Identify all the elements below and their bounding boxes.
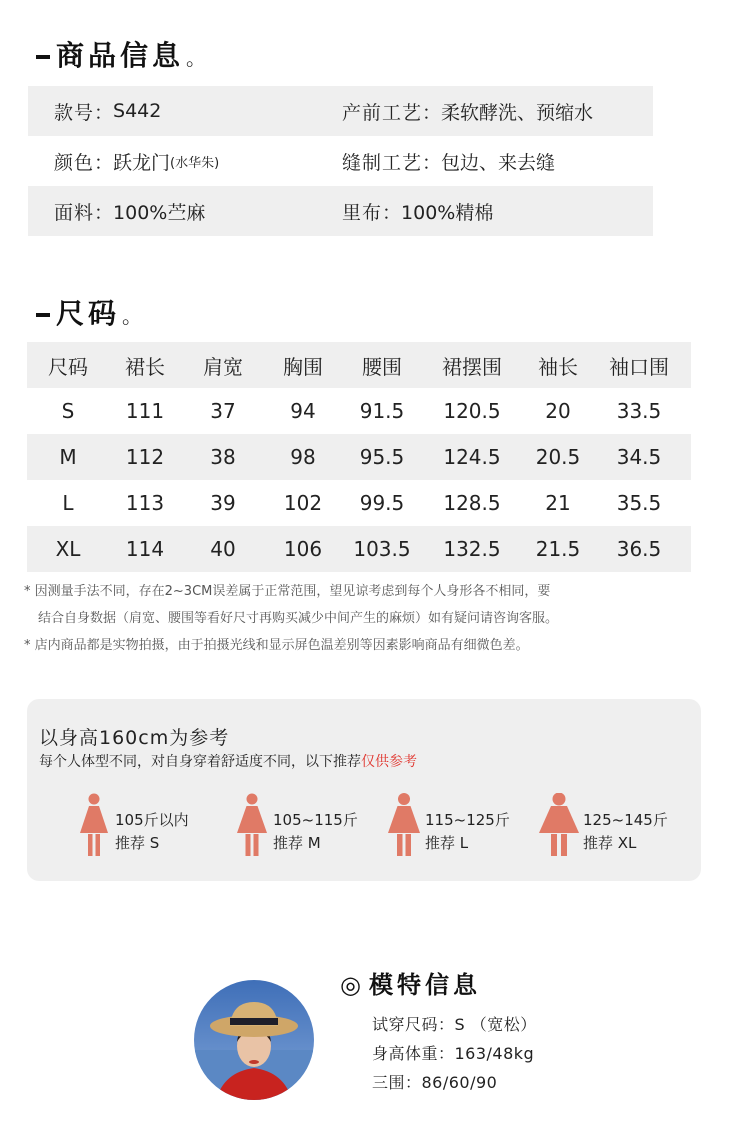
table-row: XL 114 40 106 103.5 132.5 21.5 36.5 bbox=[27, 526, 691, 572]
body-type-item: 105~115斤 推荐 M bbox=[235, 793, 269, 857]
model-measurements: 三围：86/60/90 bbox=[372, 1073, 498, 1092]
size-section-title: 尺码 。 bbox=[36, 292, 146, 332]
title-dash bbox=[36, 313, 50, 317]
product-section-title: 商品信息 。 bbox=[36, 34, 210, 74]
body-type-item: 125~145斤 推荐 XL bbox=[539, 793, 579, 857]
note-line: * 因测量手法不同，存在2~3CM误差属于正常范围，望见谅考虑到每个人身形各不相同，要 bbox=[24, 584, 551, 599]
note-line: 结合自身数据（肩宽、腰围等看好尺寸再购买减少中间产生的麻烦）如有疑问请咨询客服。 bbox=[38, 611, 559, 626]
person-figure-icon bbox=[387, 793, 421, 857]
reference-subtitle: 每个人体型不同，对自身穿着舒适度不同，以下推荐仅供参考 bbox=[39, 754, 417, 770]
size-notes bbox=[24, 578, 558, 659]
person-figure-icon bbox=[77, 793, 111, 857]
model-info-lines bbox=[372, 1010, 537, 1097]
info-row: 颜色 ： 跃龙门 (水华朱) 缝制工艺 ： 包边、来去缝 bbox=[54, 151, 556, 174]
person-figure-icon bbox=[539, 793, 579, 857]
info-row: 面料 ： 100%苎麻 里布 ： 100%精棉 bbox=[28, 186, 653, 236]
size-table bbox=[27, 342, 691, 572]
table-row: S 111 37 94 91.5 120.5 20 33.5 bbox=[61, 399, 662, 423]
body-type-item: 115~125斤 推荐 L bbox=[387, 793, 421, 857]
table-row: L 113 39 102 99.5 128.5 21 35.5 bbox=[62, 491, 662, 515]
body-type-item: 105斤以内 推荐 S bbox=[77, 793, 111, 857]
title-dash bbox=[36, 55, 50, 59]
info-row: 款号 ： S442 产前工艺 ： 柔软酵洗、预缩水 bbox=[28, 86, 653, 136]
person-figure-icon bbox=[235, 793, 269, 857]
model-info-title: ◎ 模特信息 bbox=[340, 971, 481, 999]
model-size: 试穿尺码：S （宽松） bbox=[372, 1015, 537, 1034]
model-height-weight: 身高体重：163/48kg bbox=[372, 1044, 535, 1063]
reference-highlight: 仅供参考 bbox=[361, 754, 417, 770]
circle-icon: ◎ bbox=[340, 971, 361, 999]
product-info-table bbox=[28, 86, 653, 236]
note-line: * 店内商品都是实物拍摄，由于拍摄光线和显示屏色温差别等因素影响商品有细微色差。 bbox=[24, 638, 529, 653]
size-table-header: 尺码 裙长 肩宽 胸围 腰围 裙摆围 袖长 袖口围 bbox=[27, 342, 691, 388]
table-row: M 112 38 98 95.5 124.5 20.5 34.5 bbox=[27, 434, 691, 480]
size-reference-panel bbox=[27, 699, 701, 881]
reference-title: 以身高160cm为参考 bbox=[39, 727, 230, 749]
model-photo bbox=[194, 980, 314, 1100]
model-portrait-image bbox=[194, 980, 314, 1100]
